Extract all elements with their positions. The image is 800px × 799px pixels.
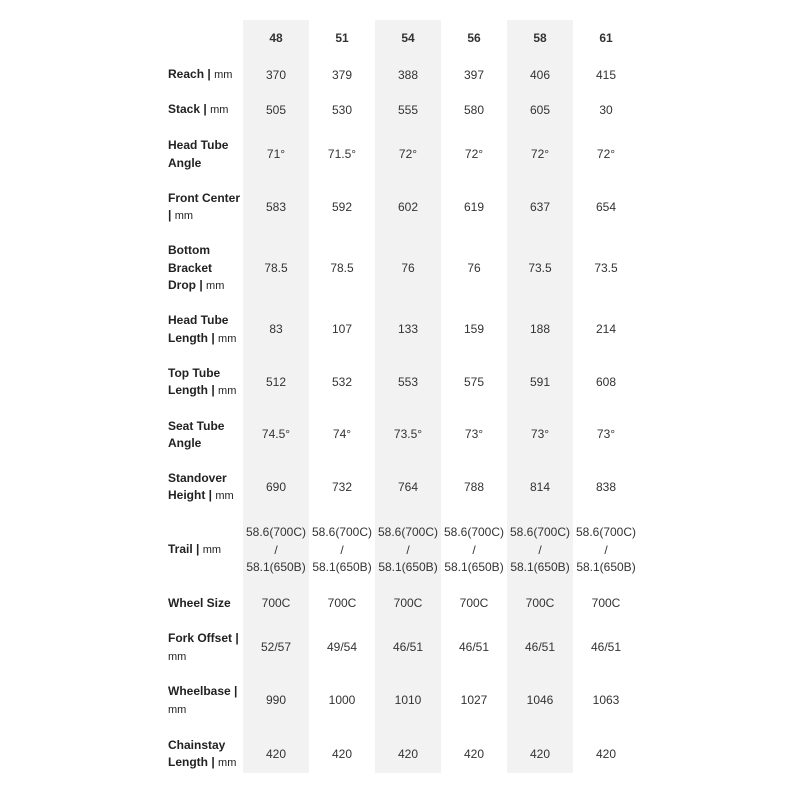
cell-trail-58: 58.6(700C) / 58.1(650B) [509,525,571,575]
cell-standover-height-58: 814 [529,479,551,494]
cell-head-tube-length-56: 159 [463,322,485,337]
cell-fork-offset-61: 46/51 [590,640,622,655]
row-label-wheel-size [168,595,243,613]
row-wheel-size [168,587,638,621]
geometry-table [168,20,638,782]
cell-wheel-size-51: 700C [327,596,357,611]
row-label-text: Reach [168,67,205,82]
cell-wheel-size-48: 700C [261,596,291,611]
row-label-text: Stack [168,102,201,117]
row-label-text: Standover Height [168,470,227,502]
cell-stack-58: 605 [529,102,551,117]
row-label-text: Chainstay Length [168,737,226,769]
row-unit: mm [168,703,187,716]
cell-reach-61: 415 [595,67,617,82]
row-label-text: Trail [168,542,193,557]
cell-bottom-bracket-drop-51: 78.5 [330,261,354,276]
row-head-tube-length [168,304,638,356]
cell-seat-tube-angle-61: 73° [596,427,616,442]
cell-head-tube-angle-54: 72° [398,146,418,161]
cell-chainstay-length-51: 420 [331,746,353,761]
cell-top-tube-length-51: 532 [331,374,353,389]
size-header-51: 51 [335,31,349,46]
cell-front-center-56: 619 [463,199,485,214]
cell-bottom-bracket-drop-56: 76 [467,261,481,276]
cell-reach-54: 388 [397,67,419,82]
cell-top-tube-length-54: 553 [397,374,419,389]
cell-wheelbase-61: 1063 [592,693,620,708]
cell-trail-51: 58.6(700C) / 58.1(650B) [311,525,373,575]
cell-head-tube-length-48: 83 [269,322,283,337]
cell-stack-48: 505 [265,102,287,117]
size-header-48: 48 [269,31,283,46]
row-unit: mm [174,210,194,222]
cell-top-tube-length-48: 512 [265,374,287,389]
row-unit: mm [218,332,237,345]
cell-front-center-48: 583 [265,199,287,214]
row-head-tube-angle [168,128,638,181]
cell-wheel-size-58: 700C [525,596,555,611]
cell-standover-height-51: 732 [331,479,353,494]
row-unit: mm [214,69,233,82]
row-label-bottom-bracket-drop: Bottom Bracket Drop | mm [168,243,225,293]
cell-fork-offset-48: 52/57 [260,640,292,655]
cell-front-center-58: 637 [529,199,551,214]
row-label-trail: Trail | mm [168,542,222,557]
cell-front-center-51: 592 [331,199,353,214]
cell-chainstay-length-54: 420 [397,746,419,761]
row-label-wheelbase: Wheelbase | mm [168,684,238,716]
cell-head-tube-angle-56: 72° [464,146,484,161]
row-label-front-center: Front Center | mm [168,190,240,222]
row-label-text: Front Center [168,190,240,205]
cell-fork-offset-56: 46/51 [458,640,490,655]
cell-stack-54: 555 [397,102,419,117]
row-label-stack: Stack | mm [168,102,229,117]
row-label-top-tube-length: Top Tube Length | mm [168,365,237,397]
row-reach [168,58,638,93]
row-label-seat-tube-angle [168,418,243,453]
row-unit: mm [168,650,187,663]
row-label-text: Top Tube Length [168,365,221,397]
row-unit: mm [202,544,222,557]
cell-wheel-size-54: 700C [393,596,423,611]
cell-head-tube-length-61: 214 [595,322,617,337]
cell-chainstay-length-56: 420 [463,746,485,761]
header-row [168,20,638,58]
size-header-54: 54 [401,31,415,46]
row-label-head-tube-angle [168,137,243,172]
row-front-center [168,181,638,234]
row-chainstay-length [168,727,638,782]
cell-head-tube-angle-61: 72° [596,146,616,161]
row-label-text: Head Tube Length [168,313,229,345]
cell-wheel-size-61: 700C [591,596,621,611]
cell-bottom-bracket-drop-58: 73.5 [528,261,552,276]
cell-bottom-bracket-drop-48: 78.5 [264,261,288,276]
cell-chainstay-length-48: 420 [265,746,287,761]
cell-standover-height-56: 788 [463,479,485,494]
cell-trail-61: 58.6(700C) / 58.1(650B) [575,525,637,575]
row-label-standover-height: Standover Height | mm [168,470,234,502]
cell-front-center-54: 602 [397,199,419,214]
row-label-text: Wheel Size [168,596,231,611]
cell-front-center-61: 654 [595,199,617,214]
cell-trail-54: 58.6(700C) / 58.1(650B) [377,525,439,575]
cell-chainstay-length-58: 420 [529,746,551,761]
cell-standover-height-61: 838 [595,479,617,494]
row-unit: mm [218,757,237,769]
row-fork-offset [168,621,638,675]
row-unit: mm [218,385,237,397]
row-bottom-bracket-drop [168,234,638,304]
row-label-text: Wheelbase [168,684,231,698]
cell-fork-offset-58: 46/51 [524,640,556,655]
cell-wheelbase-48: 990 [265,693,287,708]
cell-trail-56: 58.6(700C) / 58.1(650B) [443,525,505,575]
cell-standover-height-48: 690 [265,479,287,494]
row-wheelbase [168,675,638,727]
row-unit: mm [215,490,234,502]
cell-seat-tube-angle-56: 73° [464,427,484,442]
cell-head-tube-angle-48: 71° [266,146,286,161]
row-unit: mm [206,280,225,293]
cell-bottom-bracket-drop-54: 76 [401,261,415,276]
row-unit: mm [210,104,229,117]
row-stack [168,93,638,128]
cell-bottom-bracket-drop-61: 73.5 [594,261,618,276]
cell-reach-56: 397 [463,67,485,82]
row-label-text: Bottom Bracket Drop [168,243,213,293]
cell-top-tube-length-58: 591 [529,374,551,389]
cell-fork-offset-54: 46/51 [392,640,424,655]
cell-wheel-size-56: 700C [459,596,489,611]
row-trail [168,514,638,587]
cell-chainstay-length-61: 420 [595,746,617,761]
row-label-head-tube-length: Head Tube Length | mm [168,313,237,345]
cell-seat-tube-angle-48: 74.5° [261,427,291,442]
cell-seat-tube-angle-51: 74° [332,427,352,442]
cell-top-tube-length-61: 608 [595,374,617,389]
row-label-chainstay-length: Chainstay Length | mm [168,737,237,769]
size-header-61: 61 [599,31,613,46]
row-label-text: Head Tube Angle [168,138,229,170]
cell-wheelbase-58: 1046 [526,693,554,708]
cell-reach-48: 370 [265,67,287,82]
row-label-reach: Reach | mm [168,67,233,82]
cell-top-tube-length-56: 575 [463,374,485,389]
cell-fork-offset-51: 49/54 [326,640,358,655]
row-seat-tube-angle [168,409,638,461]
cell-head-tube-angle-58: 72° [530,146,550,161]
cell-head-tube-length-51: 107 [331,322,353,337]
cell-head-tube-length-54: 133 [397,322,419,337]
cell-wheelbase-54: 1010 [394,693,422,708]
cell-wheelbase-56: 1027 [460,693,488,708]
size-header-58: 58 [533,31,547,46]
cell-head-tube-length-58: 188 [529,322,551,337]
cell-wheelbase-51: 1000 [328,693,356,708]
cell-seat-tube-angle-58: 73° [530,427,550,442]
cell-stack-61: 30 [599,102,613,117]
cell-stack-51: 530 [331,102,353,117]
row-label-fork-offset: Fork Offset | mm [168,631,239,663]
cell-reach-51: 379 [331,67,353,82]
row-label-text: Seat Tube Angle [168,418,225,450]
row-label-text: Fork Offset [168,631,233,645]
row-standover-height [168,461,638,514]
size-header-56: 56 [467,31,481,46]
cell-trail-48: 58.6(700C) / 58.1(650B) [245,525,307,575]
cell-head-tube-angle-51: 71.5° [327,146,357,161]
cell-stack-56: 580 [463,102,485,117]
row-top-tube-length [168,356,638,409]
cell-standover-height-54: 764 [397,479,419,494]
cell-seat-tube-angle-54: 73.5° [393,427,423,442]
cell-reach-58: 406 [529,67,551,82]
